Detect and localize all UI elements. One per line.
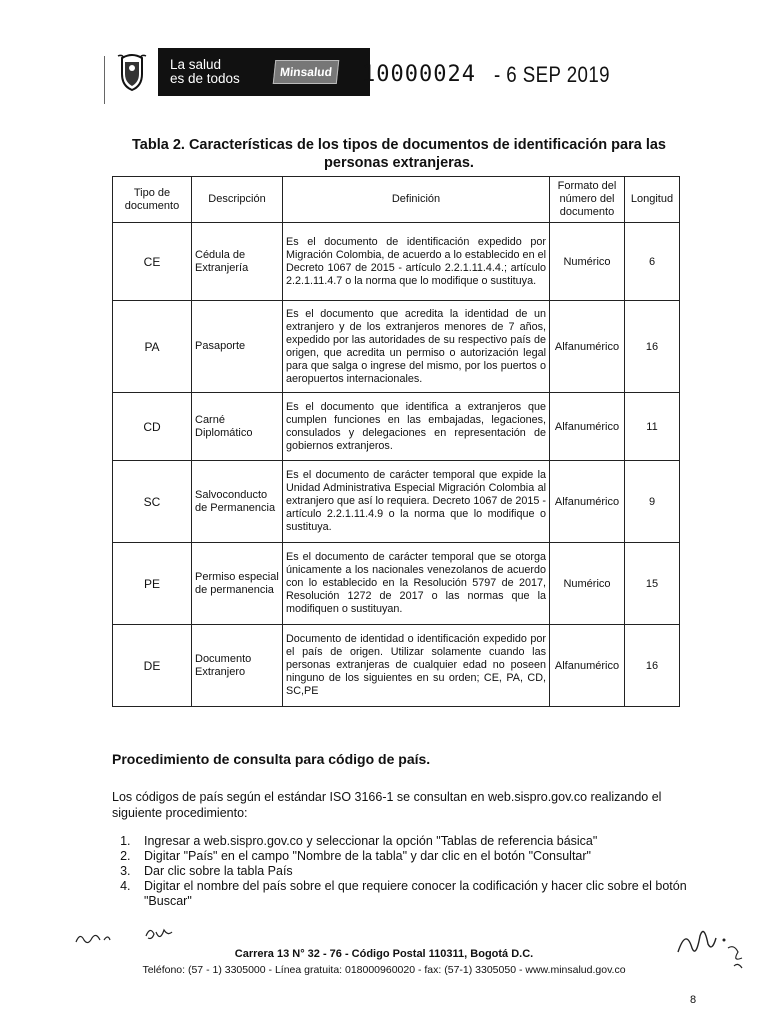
page-number: 8 xyxy=(690,994,697,1006)
cell-definition: Documento de identidad o identificación expedido por el país de origen. Utilizar solamente cuando las personas extranjeras de cualquier edad no poseen ninguno de los siguientes en su orden; CE, PA, CD, SC,PE xyxy=(283,625,550,707)
procedure-step: 3. Dar clic sobre la tabla País xyxy=(134,864,704,879)
brand-name: Minsalud xyxy=(273,60,340,84)
cell-length: 6 xyxy=(625,223,680,301)
table-title: Tabla 2. Características de los tipos de documentos de identificación para las personas extranjeras. xyxy=(132,137,666,171)
procedure-title: Procedimiento de consulta para código de país. xyxy=(112,751,431,767)
resolution-stamp xyxy=(362,62,630,88)
coat-of-arms-icon xyxy=(114,52,150,92)
footer-address: Carrera 13 N° 32 - 76 - Código Postal 110311, Bogotá D.C. xyxy=(234,948,534,960)
cell-code: CD xyxy=(113,393,192,461)
cell-format: Alfanumérico xyxy=(550,393,625,461)
header-rule xyxy=(104,56,105,104)
table-row xyxy=(113,301,680,393)
minsalud-logo xyxy=(158,48,370,96)
cell-description: Carné Diplomático xyxy=(192,393,283,461)
header-longitud: Longitud xyxy=(625,177,680,223)
page-header xyxy=(100,42,720,110)
cell-code: PE xyxy=(113,543,192,625)
header-formato: Formato del número del documento xyxy=(550,177,625,223)
cell-format: Numérico xyxy=(550,223,625,301)
cell-definition: Es el documento que identifica a extranjeros que cumplen funciones en las embajadas, legaciones, consulados y delegaciones en representación de gobiernos extranjeros. xyxy=(283,393,550,461)
procedure-step: 4. Digitar el nombre del país sobre el que requiere conocer la codificación y hacer clic sobre el botón "Buscar" xyxy=(134,879,704,909)
table-header-row xyxy=(113,177,680,223)
brand-line-1: La salud xyxy=(170,57,222,72)
procedure-steps xyxy=(112,834,704,909)
procedure-step: 1. Ingresar a web.sispro.gov.co y seleccionar la opción "Tablas de referencia básica" xyxy=(134,834,704,849)
cell-definition: Es el documento que acredita la identidad de un extranjero y de los extranjeros menores de 7 años, expedido por las autoridades de su respectivo país de origen, que acredita un permiso o autorización legal para que salga o ingrese del mismo, por los puertos o aeropuertos internacionales. xyxy=(283,301,550,393)
cell-definition: Es el documento de carácter temporal que se otorga únicamente a los nacionales venezolanos de acuerdo con lo establecido en la Resolución 5797 de 2017, Resolución 1272 de 2017 o las normas que la modifiquen o sustituyan. xyxy=(283,543,550,625)
cell-description: Documento Extranjero xyxy=(192,625,283,707)
document-types-table xyxy=(112,176,680,707)
header-definicion: Definición xyxy=(283,177,550,223)
cell-definition: Es el documento de carácter temporal que expide la Unidad Administrativa Especial Migración Colombia al extranjero que así lo requiera. Decreto 1067 de 2015 - artículo 2.2.1.11.4.9 o la norma que lo modifique o sustituya. xyxy=(283,461,550,543)
cell-length: 9 xyxy=(625,461,680,543)
header-tipo: Tipo de documento xyxy=(113,177,192,223)
table-row xyxy=(113,461,680,543)
procedure-step: 2. Digitar "País" en el campo "Nombre de la tabla" y dar clic en el botón "Consultar" xyxy=(134,849,704,864)
table-row xyxy=(113,543,680,625)
cell-description: Pasaporte xyxy=(192,301,283,393)
procedure-intro: Los códigos de país según el estándar ISO 3166-1 se consultan en web.sispro.gov.co realizando el siguiente procedimiento: xyxy=(112,790,662,820)
stamp-number: 10000024 xyxy=(362,62,476,87)
cell-code: PA xyxy=(113,301,192,393)
cell-length: 11 xyxy=(625,393,680,461)
cell-format: Alfanumérico xyxy=(550,461,625,543)
cell-description: Permiso especial de permanencia xyxy=(192,543,283,625)
cell-code: DE xyxy=(113,625,192,707)
cell-description: Cédula de Extranjería xyxy=(192,223,283,301)
cell-length: 15 xyxy=(625,543,680,625)
cell-description: Salvoconducto de Permanencia xyxy=(192,461,283,543)
cell-code: SC xyxy=(113,461,192,543)
cell-length: 16 xyxy=(625,625,680,707)
stamp-date: - 6 SEP 2019 xyxy=(493,62,610,87)
table-row xyxy=(113,625,680,707)
brand-line-2: es de todos xyxy=(170,71,240,86)
cell-length: 16 xyxy=(625,301,680,393)
table-row xyxy=(113,393,680,461)
cell-format: Numérico xyxy=(550,543,625,625)
cell-format: Alfanumérico xyxy=(550,301,625,393)
cell-definition: Es el documento de identificación expedido por Migración Colombia, de acuerdo a lo establecido en el Decreto 1067 de 2015 - artículo 2.2.1.11.4.4.; artículo 2.2.1.11.4.7 o la norma que lo modifique o sustituya. xyxy=(283,223,550,301)
cell-code: CE xyxy=(113,223,192,301)
table-row xyxy=(113,223,680,301)
header-descripcion: Descripción xyxy=(192,177,283,223)
cell-format: Alfanumérico xyxy=(550,625,625,707)
footer-contact: Teléfono: (57 - 1) 3305000 - Línea gratuita: 018000960020 - fax: (57-1) 3305050 - www.minsalud.gov.co xyxy=(142,964,626,976)
